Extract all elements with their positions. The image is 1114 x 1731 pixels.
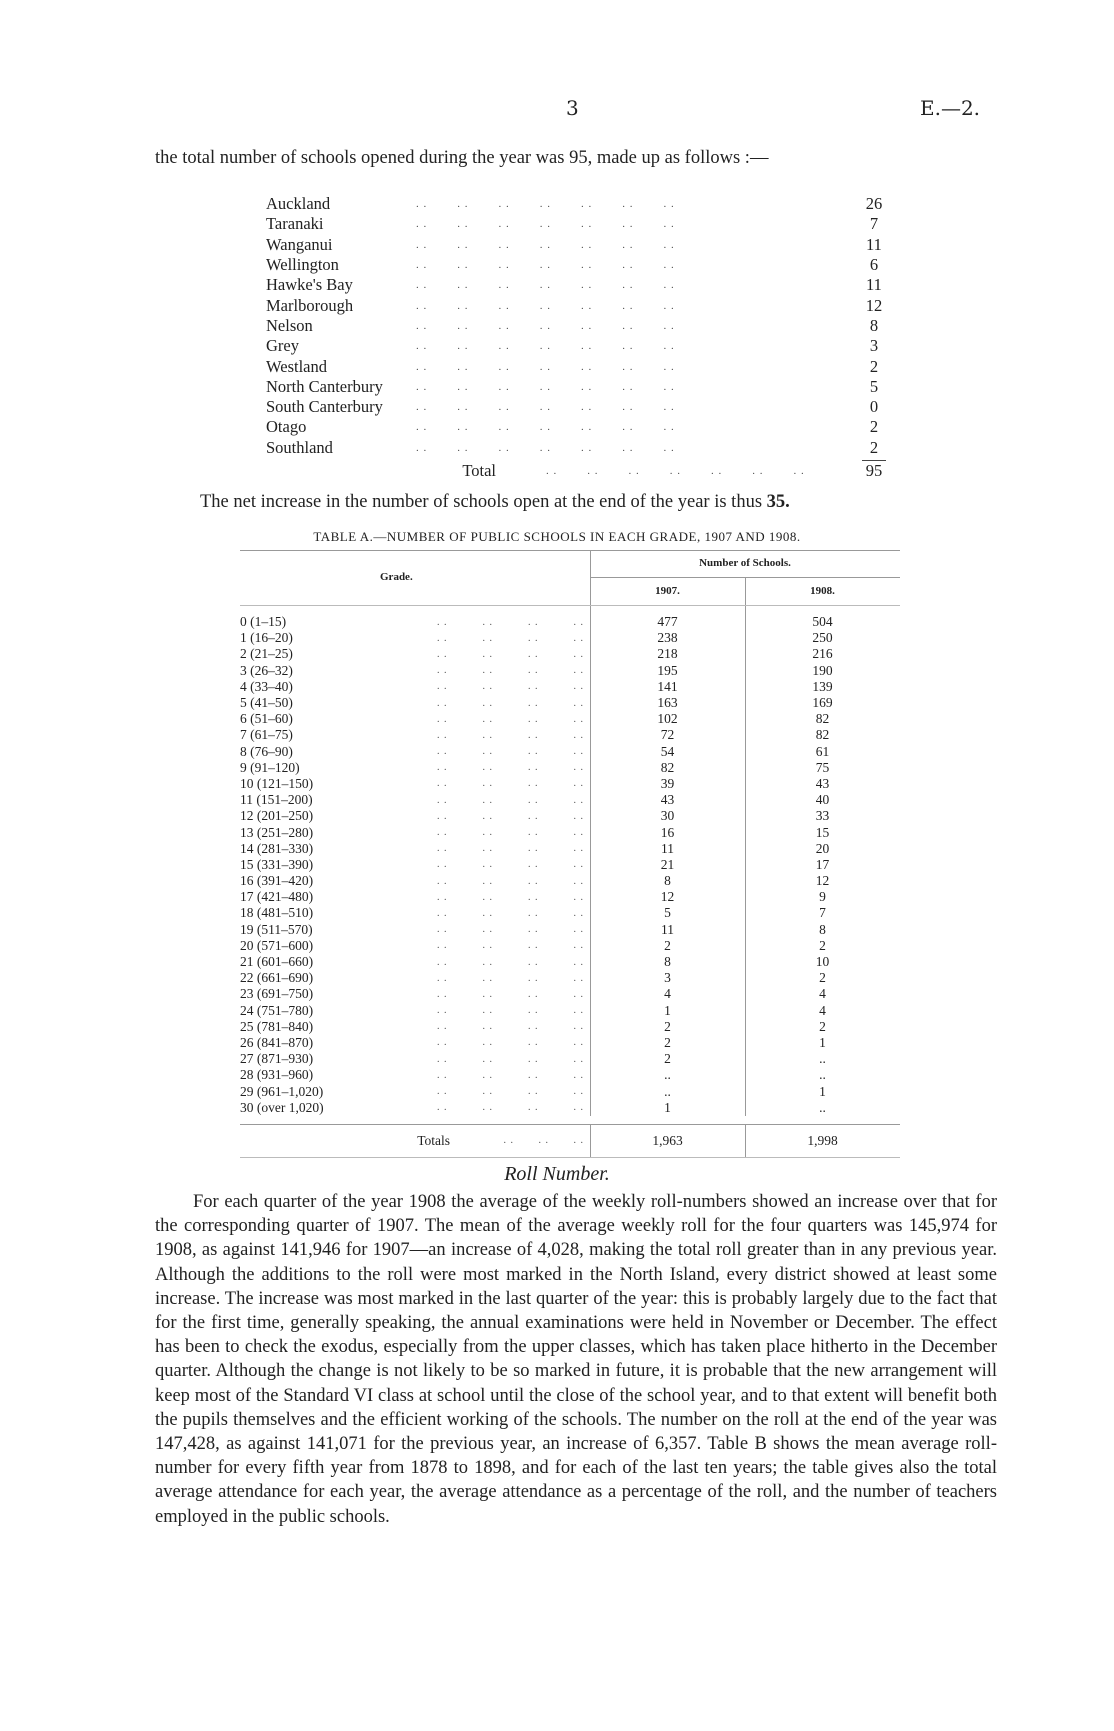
leader-dots: . . . . . . . . . . . . . . (416, 441, 675, 454)
table-row (240, 841, 900, 857)
year-1908-header: 1908. (810, 585, 835, 597)
leader-dots: . . . . . . . . (437, 778, 584, 790)
district-name: Southland (266, 437, 333, 457)
district-value: 7 (869, 214, 879, 234)
leader-dots: . . . . . . . . . . . . . . (416, 279, 675, 292)
count-1908: 2 (819, 970, 826, 986)
grade-cell: 14 (281–330) (240, 840, 314, 856)
roll-number-paragraph: For each quarter of the year 1908 the average of the weekly roll-numbers showed an increase over that for the corresponding quarter of 1907. The mean of the average weekly roll for the four quarters was 145,974 for 1908, as against 141,946 for 1907—an increase of 4,028, making the total roll greater than in any previous year. Although the additions to the roll were most marked in the North Island, every district showed at least some increase. The increase was most marked in the last quarter of the year: this is probably largely due to the fact that for the first time, generally speaking, the annual examinations were held in November or December. The effect has been to check the exodus, especially from the upper classes, which has taken place hitherto in the December quarter. Although the change is not likely to be so marked in future, it is probable that the new arrangement will keep most of the Standard VI class at school until the close of the school year, and to that extent will benefit both the pupils themselves and the efficient working of the schools. The number on the roll at the end of the year was 147,428, as against 141,071 for the previous year, an increase of 6,357. Table B shows the mean average roll-number for every fifth year from 1878 to 1898, and for each of the last ten years; the table gives also the total average attendance for each year, the average attendance as a percentage of the roll, and the number of teachers employed in the public schools. (155, 1192, 997, 1527)
district-name: South Canterbury (266, 397, 383, 417)
table-row (240, 857, 900, 873)
district-name: Westland (266, 356, 327, 376)
district-value: 11 (866, 234, 882, 254)
count-1908: 2 (819, 937, 826, 953)
count-1907: 21 (660, 856, 675, 872)
number-of-schools-header: Number of Schools. (699, 557, 791, 569)
count-1907: 11 (661, 840, 674, 856)
leader-dots: . . . . . . . . (437, 988, 584, 1000)
grade-cell: 18 (481–510) (240, 905, 314, 921)
leader-dots: . . . . . . . . (437, 810, 584, 822)
count-1908: 139 (812, 678, 833, 694)
table-row (240, 905, 900, 921)
grade-cell: 12 (201–250) (240, 808, 314, 824)
leader-dots: . . . . . . . . (437, 907, 584, 919)
table-row (240, 1083, 900, 1099)
leader-dots: . . . . . . . . (437, 632, 584, 644)
count-1907: 5 (664, 905, 671, 921)
table-row (240, 711, 900, 727)
leader-dots: . . . . . . . . (437, 1053, 584, 1065)
count-1907: 8 (664, 873, 671, 889)
table-row (240, 792, 900, 808)
grade-cell: 25 (781–840) (240, 1018, 314, 1034)
district-row (266, 438, 886, 458)
leader-dots: . . . . . . . . (437, 1005, 584, 1017)
grade-cell: 0 (1–15) (240, 614, 287, 630)
count-1908: 82 (815, 727, 830, 743)
district-name: Otago (266, 417, 307, 437)
column-divider (590, 606, 591, 1116)
totals-row (240, 1124, 900, 1158)
leader-dots: . . . . . . . . . . . . . . (416, 401, 675, 414)
count-1908: 190 (812, 662, 833, 678)
table-row (240, 1100, 900, 1116)
count-1907: 2 (664, 1034, 671, 1050)
count-1908: 9 (819, 889, 826, 905)
leader-dots: . . . . . . . . . . . . . . (416, 319, 675, 332)
totals-label: Totals (417, 1132, 450, 1148)
district-value: 0 (869, 397, 879, 417)
intro-paragraph: the total number of schools opened during the year was 95, made up as follows :— (155, 148, 769, 168)
grade-cell: 29 (961–1,020) (240, 1083, 324, 1099)
column-divider (745, 606, 746, 1116)
leader-dots: . . . . . . . . (437, 1086, 584, 1098)
table-row (240, 873, 900, 889)
leader-dots: . . . . . . . . (437, 713, 584, 725)
leader-dots: . . . . . . . . (437, 940, 584, 952)
leader-dots: . . . . . . (503, 1135, 584, 1147)
leader-dots: . . . . . . . . (437, 1102, 584, 1114)
table-row (240, 808, 900, 824)
count-1907: 2 (664, 1018, 671, 1034)
count-1907: 39 (660, 775, 675, 791)
document-reference: E.—2. (920, 96, 981, 120)
district-value: 3 (869, 336, 879, 356)
grade-header: Grade. (380, 571, 413, 583)
grade-cell: 11 (151–200) (240, 792, 313, 808)
leader-dots: . . . . . . . . (437, 681, 584, 693)
grade-cell: 5 (41–50) (240, 695, 293, 711)
district-value: 2 (869, 437, 879, 457)
district-value: 2 (869, 417, 879, 437)
leader-dots: . . . . . . . . . . . . . . (416, 218, 675, 231)
count-1908: .. (819, 1067, 826, 1083)
leader-dots: . . . . . . . . . . . . . . (416, 360, 675, 373)
grade-cell: 26 (841–870) (240, 1034, 314, 1050)
leader-dots: . . . . . . . . . . . . . . (416, 380, 675, 393)
table-body (240, 606, 900, 1116)
table-row (240, 922, 900, 938)
count-1907: 195 (657, 662, 678, 678)
district-name: Auckland (266, 194, 331, 214)
leader-dots: . . . . . . . . . . . . . . (416, 299, 675, 312)
leader-dots: . . . . . . . . (437, 859, 584, 871)
grade-cell: 8 (76–90) (240, 743, 293, 759)
net-increase-text: The net increase in the number of schools open at the end of the year is thus (200, 492, 763, 512)
district-name: Wanganui (266, 234, 333, 254)
grade-cell: 4 (33–40) (240, 678, 293, 694)
count-1908: 33 (815, 808, 830, 824)
table-row (240, 1067, 900, 1083)
count-1907: 54 (660, 743, 675, 759)
grade-cell: 20 (571–600) (240, 937, 314, 953)
count-1908: 12 (815, 873, 830, 889)
district-value: 11 (866, 275, 882, 295)
count-1907: 1 (664, 1099, 671, 1115)
count-1908: .. (819, 1099, 826, 1115)
leader-dots: . . . . . . . . (437, 729, 584, 741)
leader-dots: . . . . . . . . (437, 924, 584, 936)
leader-dots: . . . . . . . . (437, 616, 584, 628)
grade-cell: 24 (751–780) (240, 1002, 314, 1018)
count-1907: 163 (657, 695, 678, 711)
district-row (266, 316, 886, 336)
leader-dots: . . . . . . . . (437, 697, 584, 709)
count-1907: .. (664, 1067, 671, 1083)
district-value: 26 (865, 194, 883, 214)
grade-cell: 1 (16–20) (240, 630, 293, 646)
table-a (240, 550, 900, 1158)
leader-dots: . . . . . . . . (437, 1069, 584, 1081)
table-header (240, 550, 900, 606)
district-value: 8 (869, 315, 879, 335)
table-row (240, 970, 900, 986)
district-total-row (266, 458, 886, 484)
table-row (240, 889, 900, 905)
count-1908: 75 (815, 759, 830, 775)
count-1907: 4 (664, 986, 671, 1002)
count-1908: 82 (815, 711, 830, 727)
count-1907: 8 (664, 954, 671, 970)
count-1908: 4 (819, 986, 826, 1002)
count-1908: 40 (815, 792, 830, 808)
count-1907: 72 (660, 727, 675, 743)
leader-dots: . . . . . . . . (437, 1021, 584, 1033)
count-1907: 82 (660, 759, 675, 775)
count-1908: 8 (819, 921, 826, 937)
count-1907: 2 (664, 937, 671, 953)
count-1908: 43 (815, 775, 830, 791)
table-row (240, 1051, 900, 1067)
district-value: 2 (869, 356, 879, 376)
district-row (266, 397, 886, 417)
district-value: 5 (869, 376, 879, 396)
section-heading: Roll Number. (504, 1163, 610, 1185)
table-row (240, 760, 900, 776)
leader-dots: . . . . . . . . (437, 1037, 584, 1049)
count-1908: 20 (815, 840, 830, 856)
count-1908: 2 (819, 1018, 826, 1034)
column-divider (745, 1125, 746, 1157)
header-rule (590, 577, 900, 578)
count-1907: 2 (664, 1051, 671, 1067)
count-1907: 30 (660, 808, 675, 824)
leader-dots: . . . . . . . . (437, 648, 584, 660)
district-row (266, 336, 886, 356)
count-1908: 61 (815, 743, 830, 759)
table-row (240, 938, 900, 954)
table-row (240, 776, 900, 792)
count-1908: 169 (812, 695, 833, 711)
grade-cell: 27 (871–930) (240, 1051, 314, 1067)
count-1908: 250 (812, 630, 833, 646)
leader-dots: . . . . . . . . (437, 665, 584, 677)
district-row (266, 275, 886, 295)
leader-dots: . . . . . . . . (437, 843, 584, 855)
net-increase-sentence (200, 492, 790, 513)
table-row (240, 1035, 900, 1051)
leader-dots: . . . . . . . . (437, 972, 584, 984)
leader-dots: . . . . . . . . . . . . . . (416, 238, 675, 251)
district-row (266, 356, 886, 376)
count-1907: 477 (657, 614, 678, 630)
count-1907: 11 (661, 921, 674, 937)
table-row (240, 1003, 900, 1019)
grade-cell: 22 (661–690) (240, 970, 314, 986)
table-row (240, 727, 900, 743)
net-increase-value: 35. (766, 492, 790, 512)
district-name: Hawke's Bay (266, 275, 353, 295)
leader-dots: . . . . . . . . (437, 762, 584, 774)
count-1907: 1 (664, 1002, 671, 1018)
leader-dots: . . . . . . . . (437, 746, 584, 758)
count-1908: 7 (819, 905, 826, 921)
leader-dots: . . . . . . . . (437, 956, 584, 968)
district-list (266, 194, 886, 484)
leader-dots: . . . . . . . . . . . . . . (546, 464, 805, 477)
leader-dots: . . . . . . . . . . . . . . (416, 340, 675, 353)
count-1908: 17 (815, 856, 830, 872)
count-1908: 15 (815, 824, 830, 840)
district-name: Marlborough (266, 295, 354, 315)
district-row (266, 417, 886, 437)
count-1908: 504 (812, 614, 833, 630)
district-row (266, 295, 886, 315)
district-row (266, 214, 886, 234)
district-row (266, 377, 886, 397)
table-a-title: TABLE A.—NUMBER OF PUBLIC SCHOOLS IN EACH GRADE, 1907 AND 1908. (313, 529, 801, 544)
district-row (266, 255, 886, 275)
count-1908: 216 (812, 646, 833, 662)
grade-cell: 28 (931–960) (240, 1067, 314, 1083)
table-row (240, 679, 900, 695)
count-1907: 102 (657, 711, 678, 727)
total-value: 95 (862, 460, 886, 481)
count-1907: 3 (664, 970, 671, 986)
table-row (240, 824, 900, 840)
leader-dots: . . . . . . . . (437, 875, 584, 887)
table-row (240, 986, 900, 1002)
table-row (240, 1019, 900, 1035)
grade-cell: 19 (511–570) (240, 921, 313, 937)
grade-cell: 16 (391–420) (240, 873, 314, 889)
column-divider (590, 1125, 591, 1157)
total-label: Total (462, 460, 496, 480)
count-1908: 4 (819, 1002, 826, 1018)
table-row (240, 744, 900, 760)
table-row (240, 630, 900, 646)
district-value: 6 (869, 255, 879, 275)
district-name: Nelson (266, 315, 313, 335)
grade-cell: 7 (61–75) (240, 727, 293, 743)
page-number: 3 (566, 96, 579, 120)
count-1908: 1 (819, 1083, 826, 1099)
total-1908: 1,998 (807, 1132, 838, 1148)
count-1907: 141 (657, 678, 678, 694)
grade-cell: 15 (331–390) (240, 856, 314, 872)
grade-cell: 6 (51–60) (240, 711, 293, 727)
district-name: Wellington (266, 255, 339, 275)
count-1907: 12 (660, 889, 675, 905)
count-1908: 10 (815, 954, 830, 970)
table-row (240, 954, 900, 970)
grade-cell: 30 (over 1,020) (240, 1099, 324, 1115)
leader-dots: . . . . . . . . (437, 794, 584, 806)
grade-cell: 17 (421–480) (240, 889, 314, 905)
leader-dots: . . . . . . . . (437, 891, 584, 903)
leader-dots: . . . . . . . . . . . . . . (416, 198, 675, 211)
grade-cell: 3 (26–32) (240, 662, 293, 678)
count-1907: .. (664, 1083, 671, 1099)
grade-cell: 13 (251–280) (240, 824, 314, 840)
grade-cell: 2 (21–25) (240, 646, 293, 662)
district-row (266, 235, 886, 255)
district-name: North Canterbury (266, 376, 383, 396)
district-name: Grey (266, 336, 299, 356)
count-1907: 43 (660, 792, 675, 808)
leader-dots: . . . . . . . . . . . . . . (416, 421, 675, 434)
table-row (240, 614, 900, 630)
district-value: 12 (865, 295, 883, 315)
leader-dots: . . . . . . . . . . . . . . (416, 259, 675, 272)
grade-cell: 10 (121–150) (240, 775, 314, 791)
grade-cell: 21 (601–660) (240, 954, 314, 970)
table-row (240, 663, 900, 679)
count-1907: 218 (657, 646, 678, 662)
count-1907: 238 (657, 630, 678, 646)
district-row (266, 194, 886, 214)
table-row (240, 695, 900, 711)
total-1907: 1,963 (652, 1132, 683, 1148)
table-row (240, 646, 900, 662)
district-name: Taranaki (266, 214, 324, 234)
count-1908: .. (819, 1051, 826, 1067)
leader-dots: . . . . . . . . (437, 827, 584, 839)
count-1907: 16 (660, 824, 675, 840)
grade-cell: 9 (91–120) (240, 759, 300, 775)
year-1907-header: 1907. (655, 585, 680, 597)
count-1908: 1 (819, 1034, 826, 1050)
grade-cell: 23 (691–750) (240, 986, 314, 1002)
